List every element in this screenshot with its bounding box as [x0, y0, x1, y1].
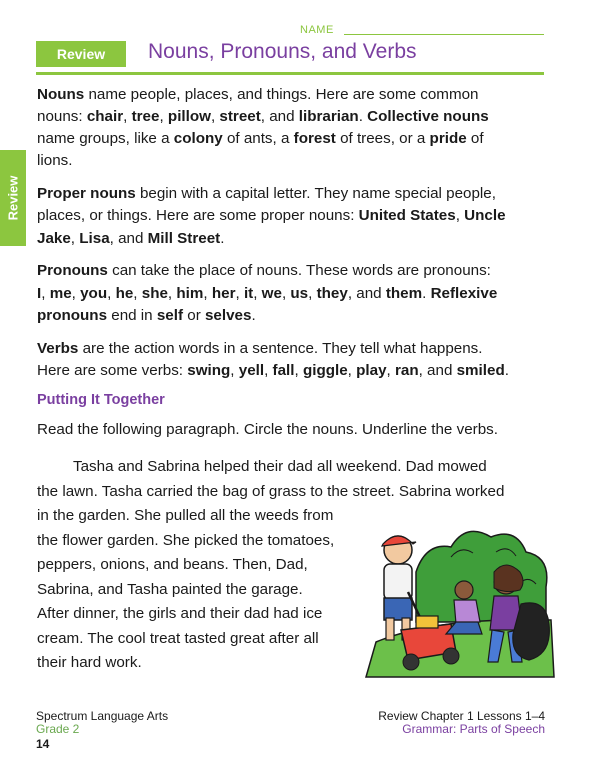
nouns-line-3: name groups, like a colony of ants, a forest of trees, or a pride of	[37, 130, 484, 147]
title-rule	[36, 72, 544, 75]
story-line-6: Sabrina, and Tasha painted the garage.	[37, 581, 303, 598]
story-line-2: the lawn. Tasha carried the bag of grass to the street. Sabrina worked	[37, 483, 505, 500]
footer-chapter: Review Chapter 1 Lessons 1–4	[378, 709, 545, 723]
footer-grade: Grade 2	[36, 722, 80, 736]
story-line-8: cream. The cool treat tasted great after all	[37, 630, 319, 647]
pronouns-line-1: Pronouns can take the place of nouns. These words are pronouns:	[37, 262, 491, 279]
nouns-line-4: lions.	[37, 152, 73, 169]
page-number: 14	[36, 737, 50, 751]
proper-line-2: places, or things. Here are some proper nouns: United States, Uncle	[37, 207, 506, 224]
story-line-9: their hard work.	[37, 654, 142, 671]
story-line-4: the flower garden. She picked the tomatoes,	[37, 532, 335, 549]
verbs-line-1: Verbs are the action words in a sentence. They tell what happens.	[37, 340, 483, 357]
review-badge: Review	[36, 41, 126, 67]
footer-topic: Grammar: Parts of Speech	[402, 722, 545, 736]
pronouns-line-2: I, me, you, he, she, him, her, it, we, us, they, and them. Reflexive	[37, 285, 498, 302]
page-title: Nouns, Pronouns, and Verbs	[148, 40, 417, 63]
nouns-line-1: Nouns name people, places, and things. Here are some common	[37, 86, 479, 103]
instructions: Read the following paragraph. Circle the nouns. Underline the verbs.	[37, 421, 498, 438]
story-line-7: After dinner, the girls and their dad had ice	[37, 605, 323, 622]
verbs-line-2: Here are some verbs: swing, yell, fall, giggle, play, ran, and smiled.	[37, 362, 509, 379]
side-tab-label: Review	[5, 175, 21, 221]
story-line-5: peppers, onions, and beans. Then, Dad,	[37, 556, 308, 573]
footer-book: Spectrum Language Arts	[36, 709, 169, 723]
name-label: NAME	[300, 24, 334, 36]
side-tab	[0, 150, 26, 246]
proper-line-3: Jake, Lisa, and Mill Street.	[37, 230, 225, 247]
family-yard-work-illustration	[356, 512, 556, 682]
pronouns-line-3: pronouns end in self or selves.	[37, 307, 256, 324]
story-line-3: in the garden. She pulled all the weeds from	[37, 507, 334, 524]
proper-line-1: Proper nouns begin with a capital letter. They name special people,	[37, 185, 496, 202]
section-heading: Putting It Together	[37, 392, 165, 408]
name-line	[344, 34, 544, 35]
story-line-1: Tasha and Sabrina helped their dad all weekend. Dad mowed	[73, 458, 487, 475]
nouns-line-2: nouns: chair, tree, pillow, street, and librarian. Collective nouns	[37, 108, 489, 125]
